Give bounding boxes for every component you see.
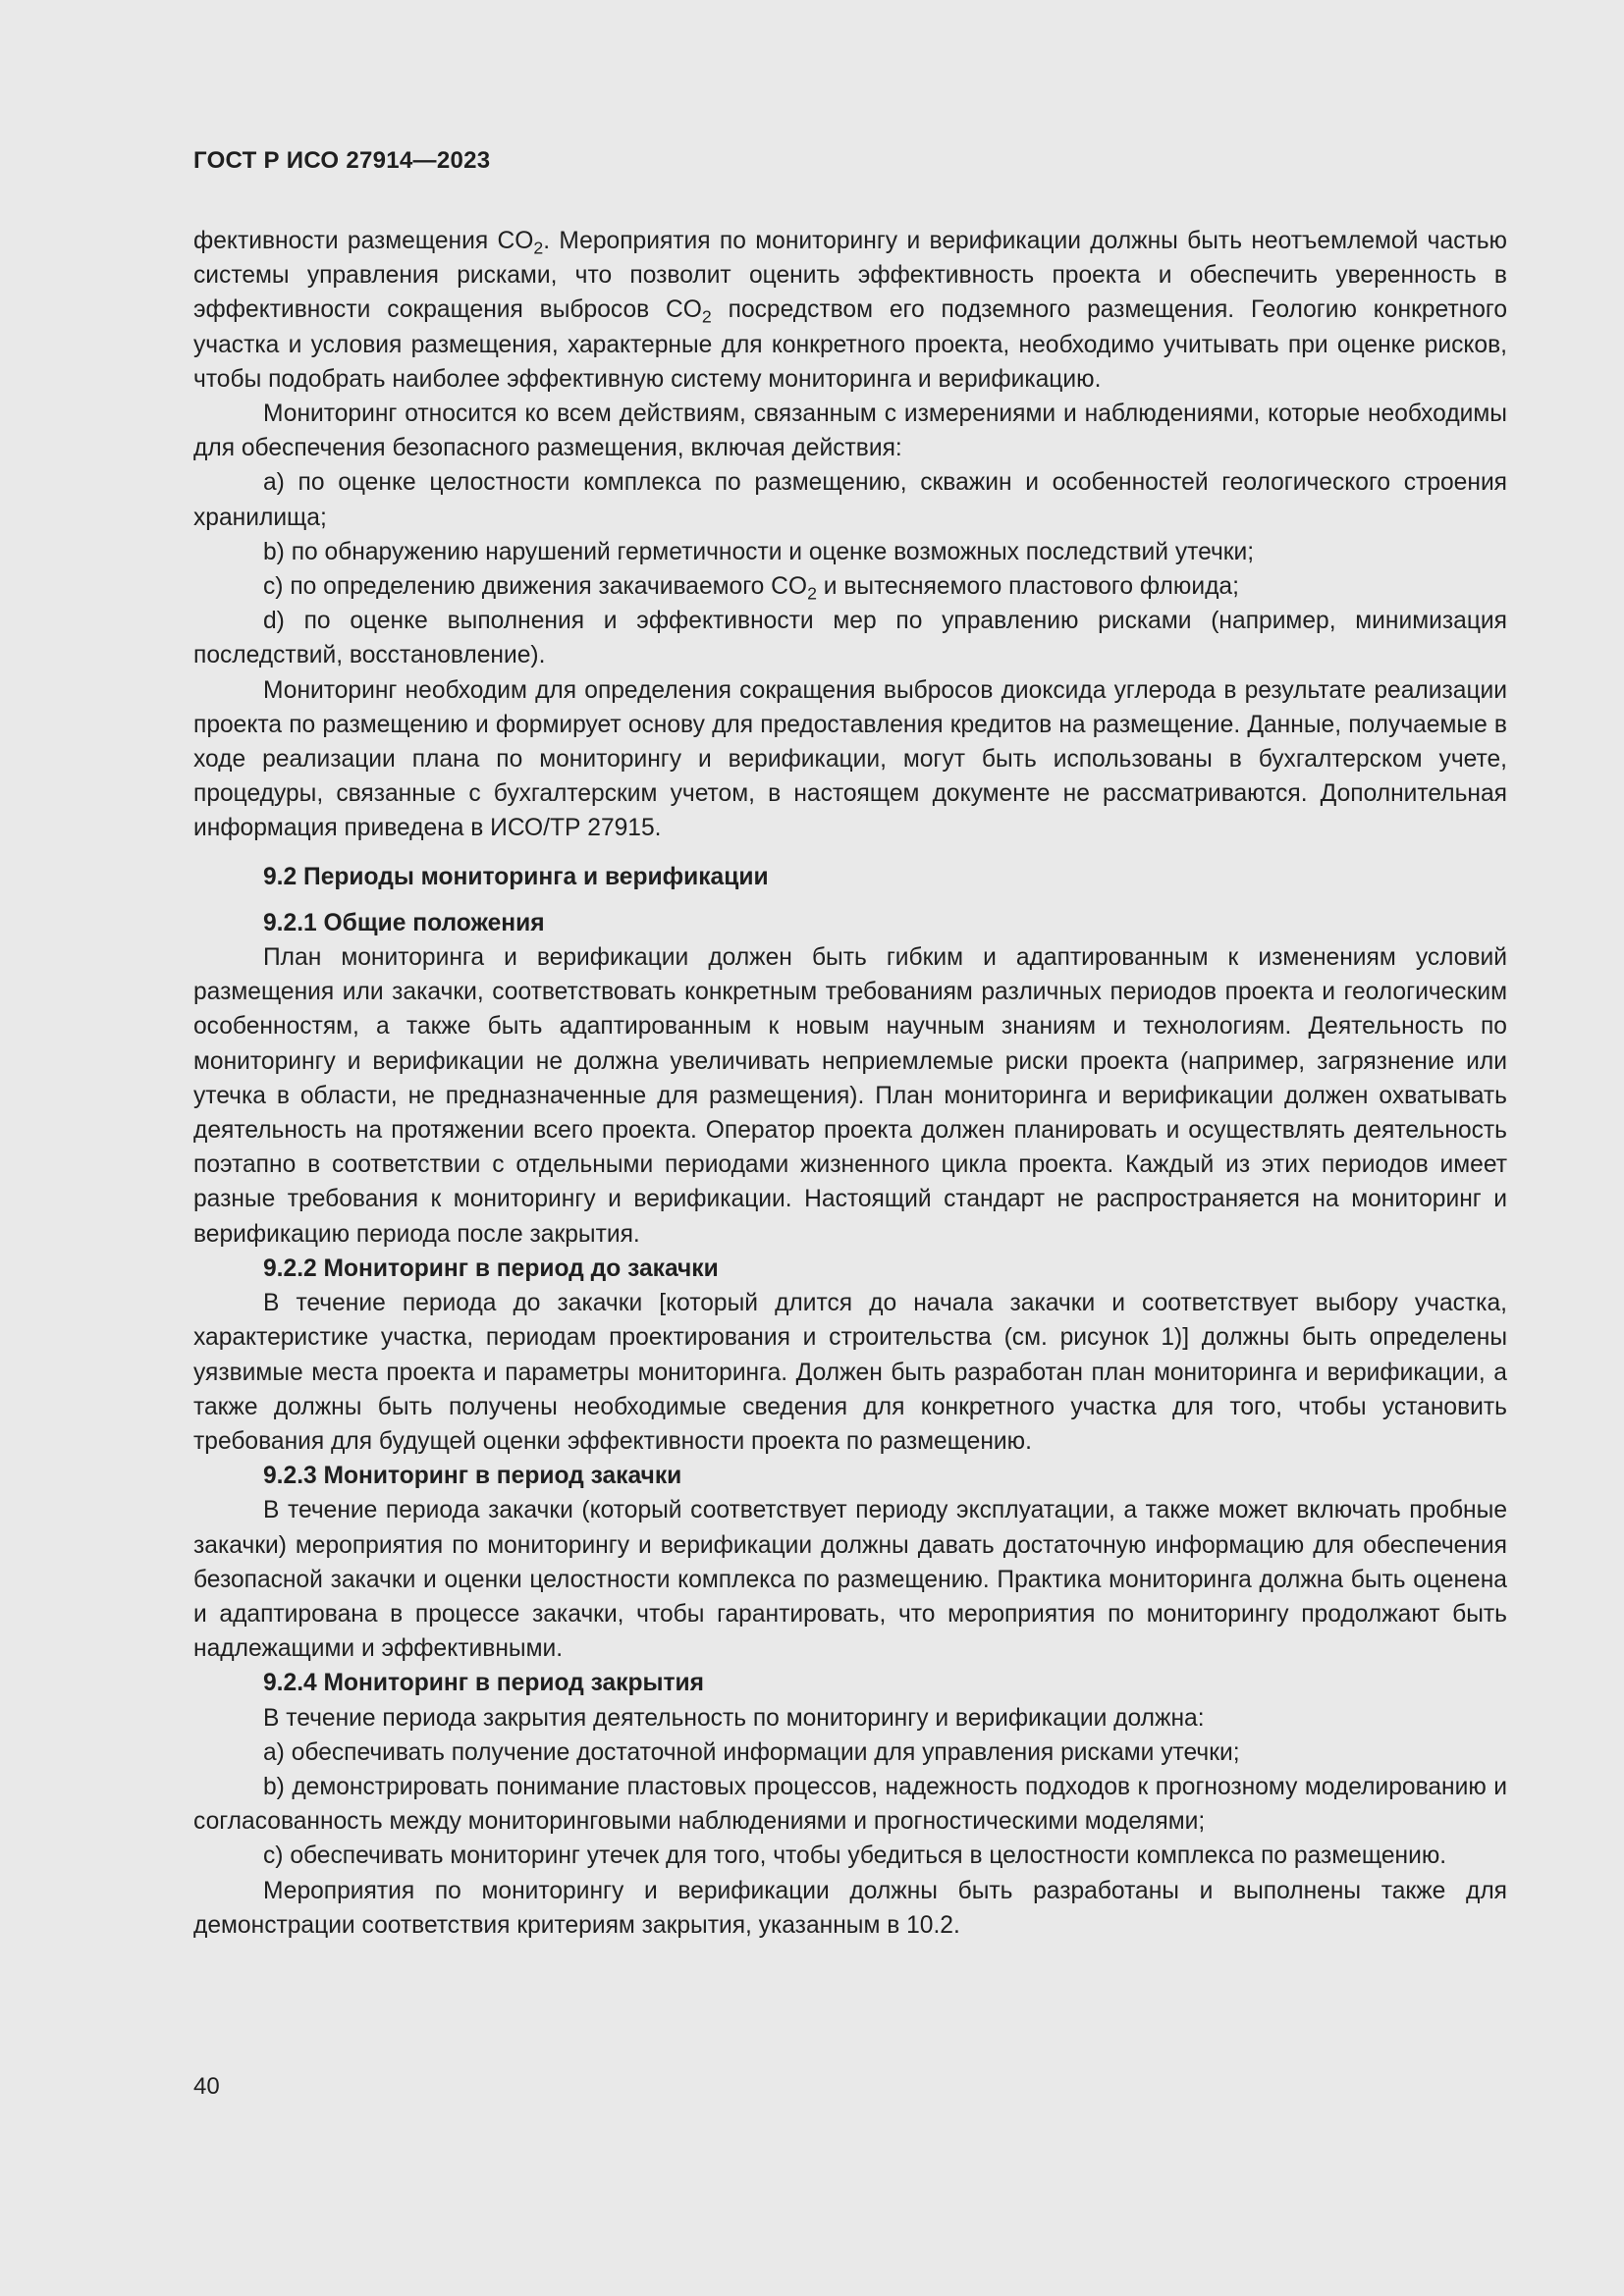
list-item-a: a) обеспечивать получение достаточной информации для управления рисками утечки; — [263, 1738, 1240, 1766]
list-text: c) по определению движения закачиваемого CO — [263, 573, 808, 601]
subscript: 2 — [533, 238, 544, 258]
paragraph-9-2-4: В течение периода закрытия деятельность по мониторингу и верификации должна: — [263, 1704, 1205, 1732]
document-header: ГОСТ Р ИСО 27914—2023 — [193, 147, 491, 174]
paragraph-monitoring-definition: Мониторинг относится ко всем действиям, связанным с измерениями и наблюдениями, которые необходимы для обеспечения безопасного размещения, включая действия: — [193, 400, 1507, 462]
document-body — [193, 224, 1507, 1943]
list-item-d: d) по оценке выполнения и эффективности мер по управлению рисками (например, минимизация последствий, восстановление). — [193, 608, 1507, 669]
paragraph-monitoring-purpose: Мониторинг необходим для определения сокращения выбросов диоксида углерода в результате реализации проекта по размещению и формирует основу для предоставления кредитов на размещение. Данные, получаемые в ходе реализации плана по мониторингу и верификации, могут быть использованы в бухгалтерском учете, процедуры, связанные с бухгалтерским учетом, в настоящем документе не рассматриваются. Дополнительная информация приведена в ИСО/ТР 27915. — [193, 676, 1507, 842]
list-item-a: a) по оценке целостности комплекса по размещению, скважин и особенностей геологического строения хранилища; — [193, 469, 1507, 531]
list-item-c — [193, 569, 1507, 604]
paragraph-intro — [193, 224, 1507, 397]
paragraph-text: . Мероприятия по мониторингу и верификации должны быть неотъемлемой частью системы управления рисками, что позволит оценить эффективность проекта и обеспечить уверенность в эффективности сокращения выбросов CO — [193, 228, 1507, 324]
list-item-b: b) по обнаружению нарушений герметичности и оценке возможных последствий утечки; — [263, 538, 1255, 565]
list-item-c: c) обеспечивать мониторинг утечек для того, чтобы убедиться в целостности комплекса по размещению. — [263, 1842, 1447, 1870]
page-number: 40 — [193, 2073, 220, 2100]
list-item-b: b) демонстрировать понимание пластовых процессов, надежность подходов к прогнозному моделированию и согласованность между мониторинговыми наблюдениями и прогностическими моделями; — [193, 1773, 1507, 1836]
paragraph-9-2-1: План мониторинга и верификации должен быть гибким и адаптированным к изменениям условий размещения или закачки, соответствовать конкретным требованиям различных периодов проекта и геологическим особенностям, а также быть адаптированным к новым научным знаниям и технологиям. Деятельность по мониторингу и верификации не должна увеличивать неприемлемые риски проекта (например, загрязнение или утечка в области, не предназначенные для размещения). План мониторинга и верификации должен охватывать деятельность на протяжении всего проекта. Оператор проекта должен планировать и осуществлять деятельность поэтапно в соответствии с отдельными периодами жизненного цикла проекта. Каждый из этих периодов имеет разные требования к мониторингу и верификации. Настоящий стандарт не распространяется на мониторинг и верификацию периода после закрытия. — [193, 944, 1507, 1248]
paragraph-text: фективности размещения CO — [193, 228, 534, 254]
section-heading-9-2-3: 9.2.3 Мониторинг в период закачки — [263, 1463, 682, 1490]
section-heading-9-2-2: 9.2.2 Мониторинг в период до закачки — [263, 1255, 719, 1282]
paragraph-text: посредством его подземного размещения. Геологию конкретного участка и условия размещения, характерные для конкретного проекта, необходимо учитывать при оценке рисков, чтобы подобрать наиболее эффективную систему мониторинга и верификацию. — [193, 296, 1507, 393]
section-heading-9-2-4: 9.2.4 Мониторинг в период закрытия — [263, 1670, 705, 1697]
section-heading-9-2-1: 9.2.1 Общие положения — [263, 909, 545, 936]
list-text: и вытесняемого пластового флюида; — [816, 573, 1239, 601]
paragraph-9-2-2: В течение периода до закачки [который длится до начала закачки и соответствует выбору участка, характеристике участка, периодам проектирования и строительства (см. рисунок 1)] должны быть определены уязвимые места проекта и параметры мониторинга. Должен быть разработан план мониторинга и верификации, а также должны быть получены необходимые сведения для конкретного участка для того, чтобы установить требования для будущей оценки эффективности проекта по размещению. — [193, 1290, 1507, 1455]
paragraph-9-2-3: В течение периода закачки (который соответствует периоду эксплуатации, а также может включать пробные закачки) мероприятия по мониторингу и верификации должны давать достаточную информацию для обеспечения безопасной закачки и оценки целостности комплекса по размещению. Практика мониторинга должна быть оценена и адаптирована в процессе закачки, чтобы гарантировать, что мероприятия по мониторингу продолжают быть надлежащими и эффективными. — [193, 1497, 1507, 1663]
subscript: 2 — [807, 583, 817, 604]
paragraph-closure-criteria: Мероприятия по мониторингу и верификации должны быть разработаны и выполнены также для демонстрации соответствия критериям закрытия, указанным в 10.2. — [193, 1877, 1507, 1939]
subscript: 2 — [701, 306, 712, 327]
section-heading-9-2: 9.2 Периоды мониторинга и верификации — [263, 863, 769, 890]
